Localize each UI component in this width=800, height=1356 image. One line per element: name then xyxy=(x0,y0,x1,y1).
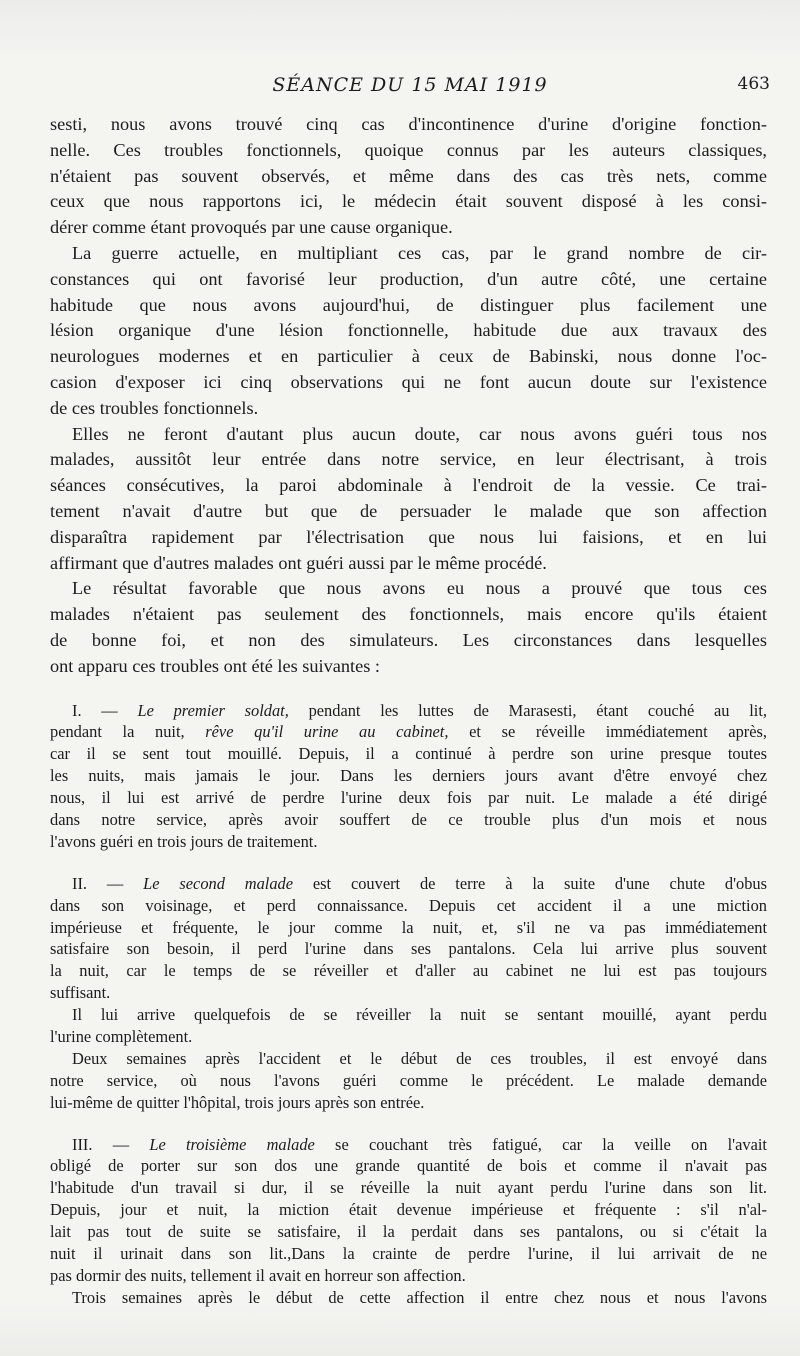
text-line: satisfaire son besoin, il perd l'urine dans ses pantalons. Cela lui arrive plus souvent xyxy=(50,939,767,959)
text-line: La guerre actuelle, en multipliant ces cas, par le grand nombre de cir- xyxy=(72,242,767,263)
obs-subject: Le premier soldat, xyxy=(137,700,289,720)
text-line: constances qui ont favorisé leur production, d'un autre côté, une certaine xyxy=(50,268,767,289)
text-line: Trois semaines après le début de cette affection il entre chez nous et nous l'avons xyxy=(72,1287,767,1307)
text-line: les nuits, mais jamais le jour. Dans les derniers jours avant d'être envoyé chez xyxy=(50,766,767,786)
text-line: nelle. Ces troubles fonctionnels, quoique connus par les auteurs classiques, xyxy=(50,139,767,160)
text-line: ont apparu ces troubles ont été les suivantes : xyxy=(50,655,380,676)
text-line: malades, aussitôt leur entrée dans notre service, en leur électrisant, à trois xyxy=(50,449,767,470)
text-line: la nuit, car le temps de se réveiller et d'aller au cabinet ne lui est pas toujours xyxy=(50,961,767,981)
text-line: dérer comme étant provoqués par une cause organique. xyxy=(50,217,453,238)
obs-numeral: II. — xyxy=(72,873,144,893)
text-line: ceux que nous rapportons ici, le médecin était souvent disposé à les consi- xyxy=(50,191,767,212)
text-line: n'étaient pas souvent observés, et même dans des cas très nets, comme xyxy=(50,165,767,186)
paragraph xyxy=(50,241,767,422)
text-line: malades n'étaient pas seulement des fonctionnels, mais encore qu'ils étaient xyxy=(50,604,767,625)
text-line: nous, il lui est arrivé de perdre l'urine deux fois par nuit. Le malade a été dirigé xyxy=(50,788,767,808)
page-number: 463 xyxy=(737,74,770,94)
text-line: dans notre service, après avoir souffert de ce trouble plus d'un mois et nous xyxy=(50,809,767,829)
text-line: affirmant que d'autres malades ont guéri aussi par le même procédé. xyxy=(50,552,547,573)
intro-text xyxy=(50,112,767,680)
text-line: car il se sent tout mouillé. Depuis, il a continué à perdre son urine presque toutes xyxy=(50,744,767,764)
text-line: dans son voisinage, et perd connaissance. Depuis cet accident il a une miction xyxy=(50,895,767,915)
text-line: suffisant. xyxy=(50,983,111,1003)
text-line: l'avons guéri en trois jours de traitement. xyxy=(50,831,318,851)
text-line: casion d'exposer ici cinq observations qui ne font aucun doute sur l'existence xyxy=(50,371,767,392)
obs-subject: Le troisième malade xyxy=(149,1134,315,1154)
text-line: nuit il urinait dans son lit.,Dans la crainte de perdre l'urine, il lui arrivait de ne xyxy=(50,1244,767,1264)
text-line: de bonne foi, et non des simulateurs. Les circonstances dans lesquelles xyxy=(50,629,767,650)
observation-1 xyxy=(50,700,767,853)
text-line: de ces troubles fonctionnels. xyxy=(50,397,259,418)
text-line: obligé de porter sur son dos une grande quantité de bois et comme il n'avait pas xyxy=(50,1156,767,1176)
text-line: lésion organique d'une lésion fonctionnelle, habitude due aux travaux des xyxy=(50,320,767,341)
text-line: tement n'avait d'autre but que de persuader le malade que son affection xyxy=(50,500,767,521)
obs-numeral: I. — xyxy=(72,700,138,720)
text-line: Elles ne feront d'autant plus aucun doute, car nous avons guéri tous nos xyxy=(72,423,767,444)
text-line: Depuis, jour et nuit, la miction était devenue impérieuse et fréquente : s'il n'al- xyxy=(50,1200,767,1220)
obs-subject: Le second malade xyxy=(143,873,294,893)
paragraph xyxy=(50,112,767,241)
text-line: notre service, où nous l'avons guéri comme le précédent. Le malade demande xyxy=(50,1070,767,1090)
page-body xyxy=(50,112,767,1309)
running-header xyxy=(50,74,770,102)
text-line: séances consécutives, la paroi abdominale à l'endroit de la vessie. Ce trai- xyxy=(50,475,767,496)
text-line: neurologues modernes et en particulier à ceux de Babinski, nous donne l'oc- xyxy=(50,346,767,367)
obs-text: est couvert de terre à la suite d'une chute d'obus xyxy=(293,873,767,893)
obs-text: pendant les luttes de Marasesti, étant couché au lit, xyxy=(288,700,767,720)
header-title: SÉANCE DU 15 MAI 1919 xyxy=(272,74,548,96)
text-line: l'habitude d'un travail si dur, il se réveille la nuit ayant perdu l'urine dans son lit. xyxy=(50,1178,767,1198)
obs-emphasis: rêve qu'il urine au cabinet, xyxy=(205,722,449,742)
observation-3 xyxy=(50,1134,767,1309)
paragraph xyxy=(50,422,767,577)
obs-text: et se réveille immédiatement après, xyxy=(448,722,767,742)
text-line: lui-même de quitter l'hôpital, trois jours après son entrée. xyxy=(50,1092,425,1112)
observation-2 xyxy=(50,873,767,1114)
obs-text: pendant la nuit, xyxy=(50,722,206,742)
text-line: habitude que nous avons aujourd'hui, de distinguer plus facilement une xyxy=(50,294,767,315)
text-line: lait pas tout de suite se satisfaire, il la perdait dans ses pantalons, ou si c'était la xyxy=(50,1222,767,1242)
text-line: Deux semaines après l'accident et le début de ces troubles, il est envoyé dans xyxy=(72,1048,767,1068)
text-line: Le résultat favorable que nous avons eu nous a prouvé que tous ces xyxy=(72,578,767,599)
text-line: l'urine complètement. xyxy=(50,1027,193,1046)
paragraph xyxy=(50,576,767,679)
obs-numeral: III. — xyxy=(72,1134,150,1154)
obs-text: se couchant très fatigué, car la veille on l'avait xyxy=(314,1134,767,1154)
text-line: sesti, nous avons trouvé cinq cas d'incontinence d'urine d'origine fonction- xyxy=(50,114,767,134)
text-line: Il lui arrive quelquefois de se réveiller la nuit se sentant mouillé, ayant perdu xyxy=(72,1005,767,1025)
text-line: impérieuse et fréquente, le jour comme la nuit, et, s'il ne va pas immédiatement xyxy=(50,917,767,937)
text-line: disparaîtra rapidement par l'électrisation que nous lui faisions, et en lui xyxy=(50,526,767,547)
text-line: pas dormir des nuits, tellement il avait en horreur son affection. xyxy=(50,1265,466,1285)
